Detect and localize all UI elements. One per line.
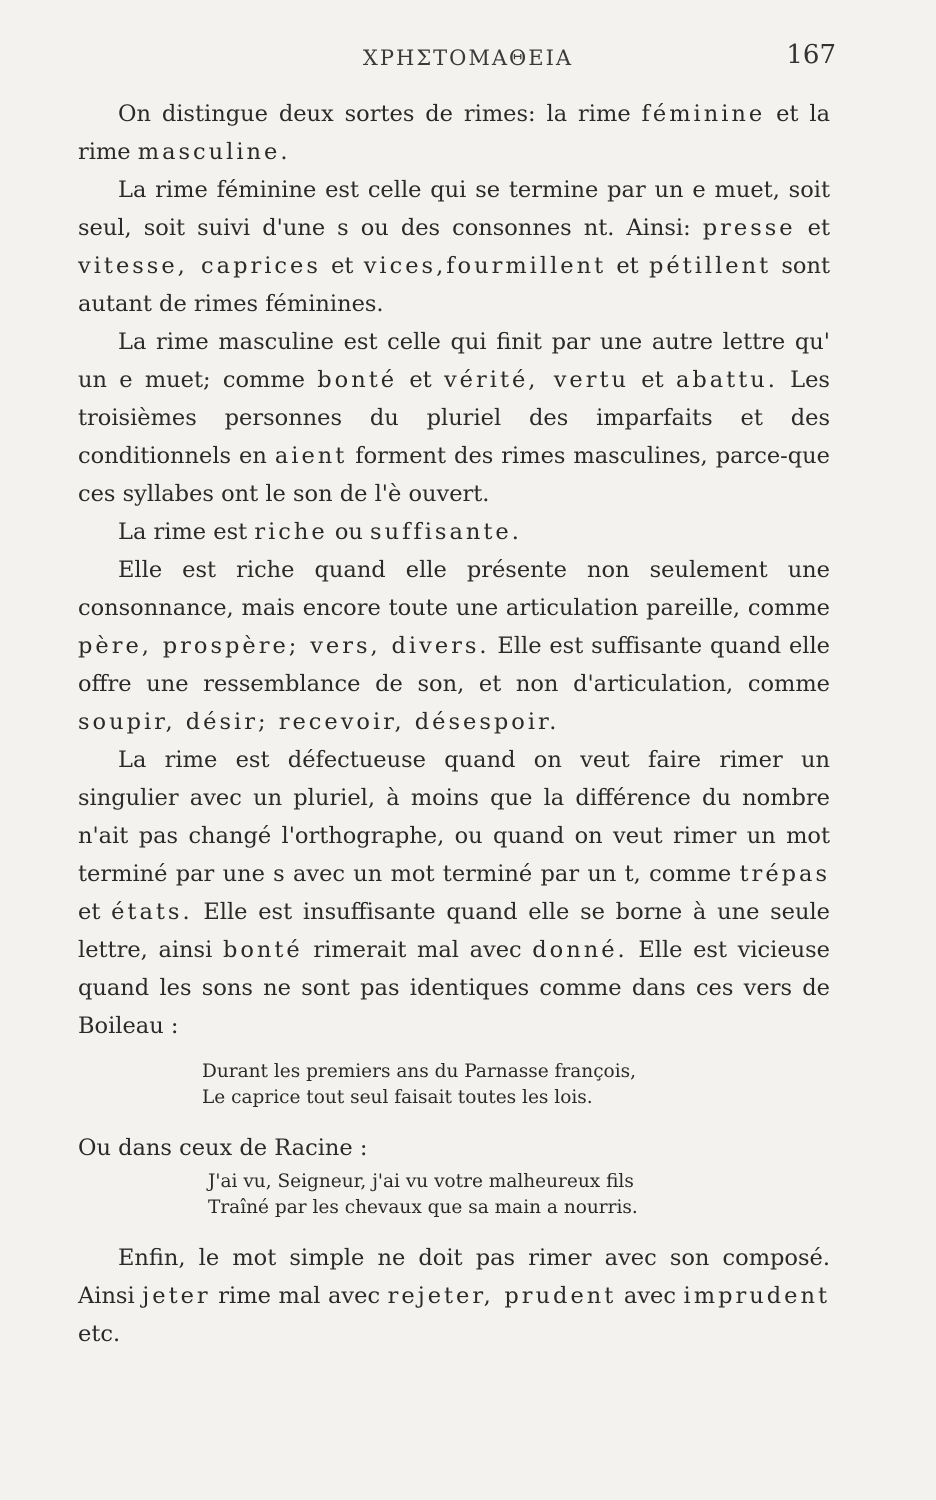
spaced-term: riche xyxy=(254,519,328,545)
paragraph: Ou dans ceux de Racine : xyxy=(78,1135,368,1161)
verse-line: J'ai vu, Seigneur, j'ai vu votre malheureux fils xyxy=(208,1171,634,1192)
verse-line: Traîné par les chevaux que sa main a nourris. xyxy=(208,1197,638,1218)
paragraph: On distingue deux sortes de rimes: la rime féminine et la rime masculine. xyxy=(78,101,830,165)
spaced-term: féminine xyxy=(641,101,766,127)
verse-line: Durant les premiers ans du Parnasse françois, xyxy=(202,1061,636,1082)
spaced-term: presse xyxy=(702,215,796,241)
spaced-term: bonté xyxy=(222,937,303,963)
spaced-term: imprudent xyxy=(683,1283,830,1309)
spaced-term: masculine xyxy=(137,139,281,165)
paragraph: La rime féminine est celle qui se termine par un e muet, soit seul, soit suivi d'une s ou des consonnes nt. Ainsi: presse et vitesse, caprices et vices,fourmillent et pétillent sont autant de rimes féminines. xyxy=(78,177,830,317)
paragraph: Enfin, le mot simple ne doit pas rimer avec son composé. Ainsi jeter rime mal avec rejeter, prudent avec imprudent etc. xyxy=(78,1245,830,1347)
verse-quote-racine xyxy=(78,1169,830,1221)
spaced-term: états. xyxy=(111,899,193,925)
paragraph: La rime masculine est celle qui finit par une autre lettre qu' un e muet; comme bonté et vérité, vertu et abattu. Les troisièmes personnes du pluriel des imparfaits et des conditionnels en aient forment des rimes masculines, parce-que ces syllabes ont le son de l'è ouvert. xyxy=(78,329,830,507)
paragraph: La rime est riche ou suffisante. xyxy=(118,519,522,545)
body-text xyxy=(78,95,830,1353)
spaced-term: jeter xyxy=(142,1283,211,1309)
spaced-term: pétillent xyxy=(648,253,772,279)
verse-line: Le caprice tout seul faisait toutes les lois. xyxy=(202,1087,593,1108)
spaced-term: trépas xyxy=(739,861,830,887)
spaced-term: rejeter, prudent xyxy=(387,1283,617,1309)
spaced-term: père, prospère; vers, divers. xyxy=(78,633,490,659)
verse-quote-boileau xyxy=(78,1059,830,1111)
page-number: 167 xyxy=(786,40,836,70)
running-head: ΧΡΗΣΤΟΜΑΘΕΙΑ xyxy=(362,46,574,70)
paragraph: Elle est riche quand elle présente non seulement une consonnance, mais encore toute une articulation pareille, comme père, prospère; vers, divers. Elle est suffisante quand elle offre une ressemblance de son, et non d'articulation, comme soupir, désir; recevoir, désespoir. xyxy=(78,557,830,735)
spaced-term: suffisante. xyxy=(370,519,522,545)
spaced-term: vitesse, caprices xyxy=(78,253,321,279)
spaced-term: vices,fourmillent xyxy=(363,253,607,279)
spaced-term: vérité, vertu xyxy=(443,367,630,393)
spaced-term: soupir, désir; recevoir, désespoir. xyxy=(78,709,560,735)
spaced-term: abattu. xyxy=(675,367,778,393)
paragraph: La rime est défectueuse quand on veut faire rimer un singulier avec un pluriel, à moins que la différence du nombre n'ait pas changé l'orthographe, ou quand on veut rimer un mot terminé par une s avec un mot terminé par un t, comme trépas et états. Elle est insuffisante quand elle se borne à une seule lettre, ainsi bonté rimerait mal avec donné. Elle est vicieuse quand les sons ne sont pas identiques comme dans ces vers de Boileau : xyxy=(78,747,830,1039)
spaced-term: donné. xyxy=(532,937,628,963)
spaced-term: bonté xyxy=(317,367,398,393)
spaced-term: aient xyxy=(274,443,348,469)
